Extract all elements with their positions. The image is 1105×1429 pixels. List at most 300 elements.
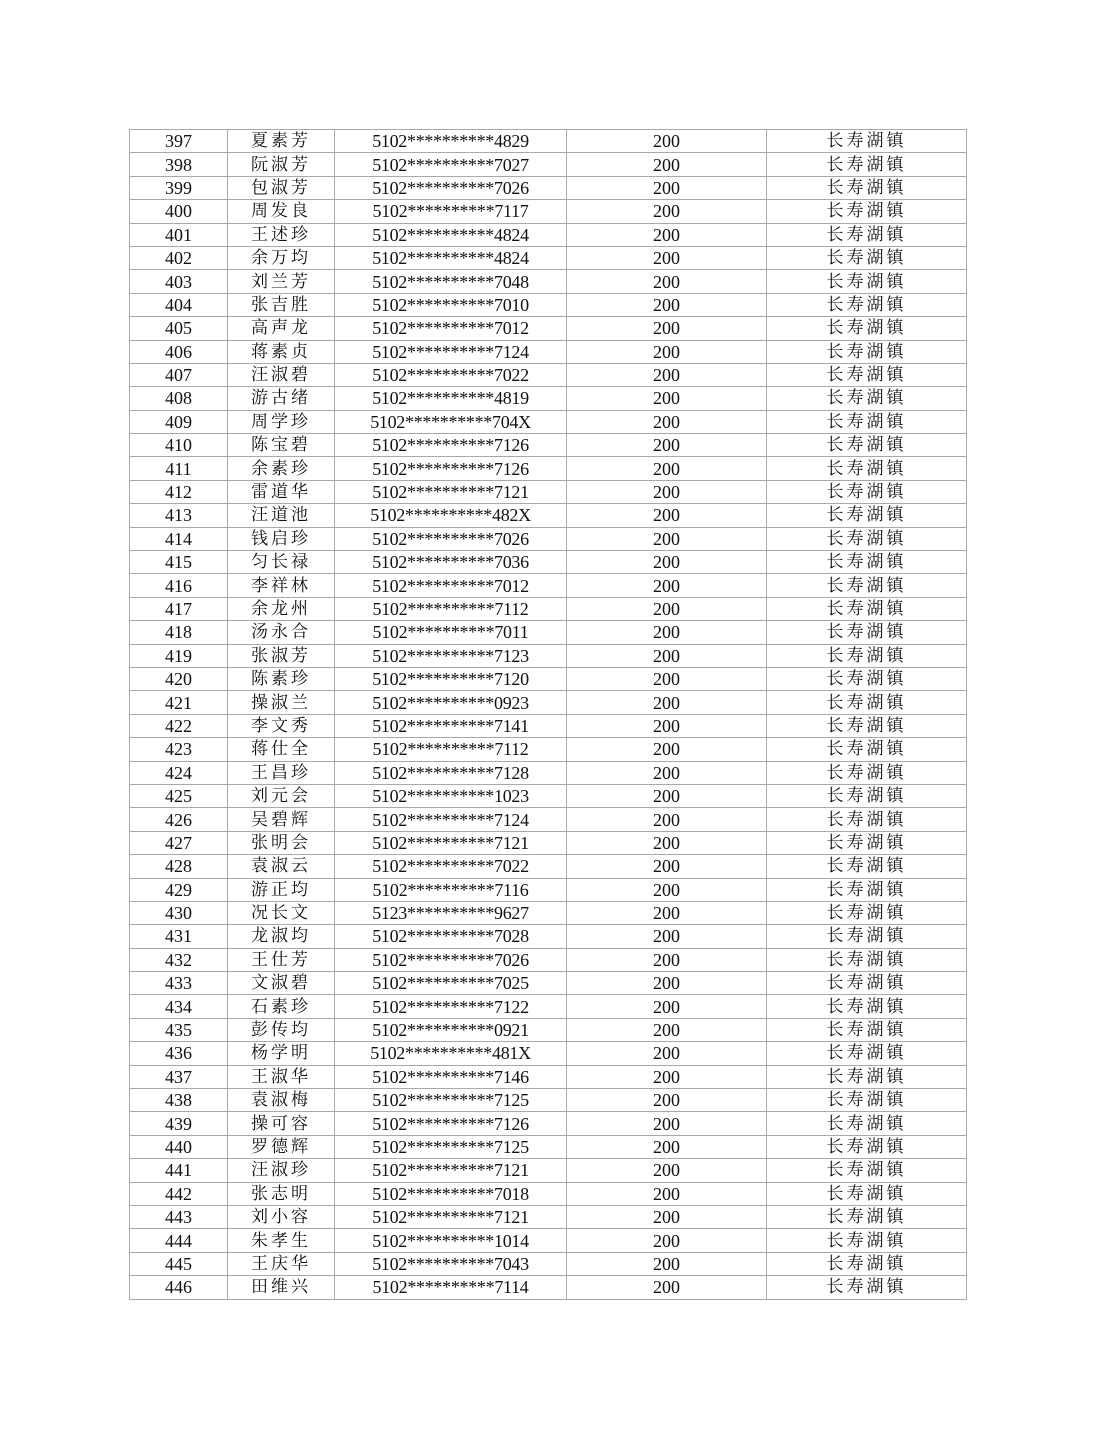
- row-number-cell: 397: [130, 130, 228, 153]
- roster-body: [130, 130, 967, 1300]
- town-cell: 长寿湖镇: [767, 293, 967, 316]
- row-number-cell: 435: [130, 1018, 228, 1041]
- name-cell: 周学珍: [228, 410, 335, 433]
- town-cell: 长寿湖镇: [767, 644, 967, 667]
- row-number-cell: 442: [130, 1182, 228, 1205]
- table-row: [130, 621, 967, 644]
- town-cell: 长寿湖镇: [767, 457, 967, 480]
- table-row: [130, 667, 967, 690]
- amount-cell: 200: [567, 200, 767, 223]
- id-number-cell: 5102**********7121: [335, 480, 567, 503]
- id-number-cell: 5102**********7126: [335, 434, 567, 457]
- name-cell: 蒋素贞: [228, 340, 335, 363]
- town-cell: 长寿湖镇: [767, 995, 967, 1018]
- amount-cell: 200: [567, 901, 767, 924]
- amount-cell: 200: [567, 1089, 767, 1112]
- amount-cell: 200: [567, 317, 767, 340]
- town-cell: 长寿湖镇: [767, 363, 967, 386]
- row-number-cell: 444: [130, 1229, 228, 1252]
- table-row: [130, 527, 967, 550]
- name-cell: 钱启珍: [228, 527, 335, 550]
- id-number-cell: 5102**********7048: [335, 270, 567, 293]
- row-number-cell: 412: [130, 480, 228, 503]
- name-cell: 王述珍: [228, 223, 335, 246]
- row-number-cell: 425: [130, 784, 228, 807]
- town-cell: 长寿湖镇: [767, 1159, 967, 1182]
- row-number-cell: 408: [130, 387, 228, 410]
- table-row: [130, 1042, 967, 1065]
- name-cell: 王昌珍: [228, 761, 335, 784]
- amount-cell: 200: [567, 831, 767, 854]
- name-cell: 袁淑梅: [228, 1089, 335, 1112]
- table-row: [130, 270, 967, 293]
- amount-cell: 200: [567, 808, 767, 831]
- town-cell: 长寿湖镇: [767, 130, 967, 153]
- table-row: [130, 808, 967, 831]
- id-number-cell: 5102**********4824: [335, 246, 567, 269]
- name-cell: 王庆华: [228, 1252, 335, 1275]
- amount-cell: 200: [567, 574, 767, 597]
- id-number-cell: 5102**********4819: [335, 387, 567, 410]
- id-number-cell: 5102**********0921: [335, 1018, 567, 1041]
- id-number-cell: 5102**********7121: [335, 1205, 567, 1228]
- row-number-cell: 439: [130, 1112, 228, 1135]
- table-row: [130, 1276, 967, 1299]
- town-cell: 长寿湖镇: [767, 317, 967, 340]
- name-cell: 王仕芳: [228, 948, 335, 971]
- row-number-cell: 414: [130, 527, 228, 550]
- town-cell: 长寿湖镇: [767, 1135, 967, 1158]
- amount-cell: 200: [567, 1042, 767, 1065]
- name-cell: 雷道华: [228, 480, 335, 503]
- id-number-cell: 5102**********7125: [335, 1135, 567, 1158]
- table-row: [130, 223, 967, 246]
- amount-cell: 200: [567, 644, 767, 667]
- id-number-cell: 5102**********7121: [335, 831, 567, 854]
- id-number-cell: 5102**********7026: [335, 176, 567, 199]
- row-number-cell: 400: [130, 200, 228, 223]
- amount-cell: 200: [567, 363, 767, 386]
- amount-cell: 200: [567, 1205, 767, 1228]
- id-number-cell: 5102**********7010: [335, 293, 567, 316]
- amount-cell: 200: [567, 995, 767, 1018]
- id-number-cell: 5102**********7128: [335, 761, 567, 784]
- table-row: [130, 597, 967, 620]
- amount-cell: 200: [567, 153, 767, 176]
- amount-cell: 200: [567, 621, 767, 644]
- town-cell: 长寿湖镇: [767, 176, 967, 199]
- town-cell: 长寿湖镇: [767, 878, 967, 901]
- name-cell: 袁淑云: [228, 855, 335, 878]
- name-cell: 汪淑珍: [228, 1159, 335, 1182]
- amount-cell: 200: [567, 1182, 767, 1205]
- town-cell: 长寿湖镇: [767, 387, 967, 410]
- amount-cell: 200: [567, 457, 767, 480]
- id-number-cell: 5102**********7123: [335, 644, 567, 667]
- table-row: [130, 480, 967, 503]
- town-cell: 长寿湖镇: [767, 761, 967, 784]
- amount-cell: 200: [567, 527, 767, 550]
- table-row: [130, 130, 967, 153]
- id-number-cell: 5102**********7011: [335, 621, 567, 644]
- amount-cell: 200: [567, 691, 767, 714]
- name-cell: 彭传均: [228, 1018, 335, 1041]
- town-cell: 长寿湖镇: [767, 527, 967, 550]
- table-row: [130, 1065, 967, 1088]
- row-number-cell: 432: [130, 948, 228, 971]
- roster-table: [129, 129, 967, 1300]
- id-number-cell: 5102**********482X: [335, 504, 567, 527]
- town-cell: 长寿湖镇: [767, 434, 967, 457]
- table-row: [130, 293, 967, 316]
- amount-cell: 200: [567, 925, 767, 948]
- name-cell: 刘兰芳: [228, 270, 335, 293]
- amount-cell: 200: [567, 1229, 767, 1252]
- name-cell: 张吉胜: [228, 293, 335, 316]
- table-row: [130, 1018, 967, 1041]
- table-row: [130, 831, 967, 854]
- town-cell: 长寿湖镇: [767, 200, 967, 223]
- table-row: [130, 1205, 967, 1228]
- table-row: [130, 1159, 967, 1182]
- town-cell: 长寿湖镇: [767, 925, 967, 948]
- id-number-cell: 5102**********7112: [335, 597, 567, 620]
- amount-cell: 200: [567, 551, 767, 574]
- id-number-cell: 5102**********1014: [335, 1229, 567, 1252]
- table-row: [130, 200, 967, 223]
- name-cell: 汤永合: [228, 621, 335, 644]
- amount-cell: 200: [567, 667, 767, 690]
- town-cell: 长寿湖镇: [767, 948, 967, 971]
- table-row: [130, 644, 967, 667]
- amount-cell: 200: [567, 504, 767, 527]
- town-cell: 长寿湖镇: [767, 972, 967, 995]
- row-number-cell: 416: [130, 574, 228, 597]
- row-number-cell: 434: [130, 995, 228, 1018]
- row-number-cell: 440: [130, 1135, 228, 1158]
- name-cell: 汪淑碧: [228, 363, 335, 386]
- table-row: [130, 1252, 967, 1275]
- id-number-cell: 5102**********7043: [335, 1252, 567, 1275]
- town-cell: 长寿湖镇: [767, 1089, 967, 1112]
- town-cell: 长寿湖镇: [767, 621, 967, 644]
- amount-cell: 200: [567, 1135, 767, 1158]
- town-cell: 长寿湖镇: [767, 855, 967, 878]
- row-number-cell: 437: [130, 1065, 228, 1088]
- row-number-cell: 409: [130, 410, 228, 433]
- town-cell: 长寿湖镇: [767, 1182, 967, 1205]
- row-number-cell: 405: [130, 317, 228, 340]
- town-cell: 长寿湖镇: [767, 901, 967, 924]
- town-cell: 长寿湖镇: [767, 1112, 967, 1135]
- name-cell: 陈素珍: [228, 667, 335, 690]
- row-number-cell: 406: [130, 340, 228, 363]
- table-row: [130, 1229, 967, 1252]
- row-number-cell: 446: [130, 1276, 228, 1299]
- amount-cell: 200: [567, 434, 767, 457]
- town-cell: 长寿湖镇: [767, 831, 967, 854]
- id-number-cell: 5102**********481X: [335, 1042, 567, 1065]
- table-row: [130, 363, 967, 386]
- town-cell: 长寿湖镇: [767, 1205, 967, 1228]
- table-row: [130, 1135, 967, 1158]
- town-cell: 长寿湖镇: [767, 714, 967, 737]
- id-number-cell: 5102**********7026: [335, 948, 567, 971]
- town-cell: 长寿湖镇: [767, 808, 967, 831]
- amount-cell: 200: [567, 410, 767, 433]
- name-cell: 李文秀: [228, 714, 335, 737]
- table-row: [130, 317, 967, 340]
- town-cell: 长寿湖镇: [767, 574, 967, 597]
- amount-cell: 200: [567, 1018, 767, 1041]
- name-cell: 周发良: [228, 200, 335, 223]
- row-number-cell: 427: [130, 831, 228, 854]
- amount-cell: 200: [567, 480, 767, 503]
- id-number-cell: 5102**********7018: [335, 1182, 567, 1205]
- town-cell: 长寿湖镇: [767, 153, 967, 176]
- row-number-cell: 419: [130, 644, 228, 667]
- id-number-cell: 5102**********4824: [335, 223, 567, 246]
- table-row: [130, 901, 967, 924]
- town-cell: 长寿湖镇: [767, 691, 967, 714]
- town-cell: 长寿湖镇: [767, 340, 967, 363]
- name-cell: 蒋仕全: [228, 738, 335, 761]
- table-row: [130, 1089, 967, 1112]
- name-cell: 余万均: [228, 246, 335, 269]
- table-row: [130, 176, 967, 199]
- table-row: [130, 434, 967, 457]
- table-row: [130, 457, 967, 480]
- town-cell: 长寿湖镇: [767, 270, 967, 293]
- name-cell: 况长文: [228, 901, 335, 924]
- amount-cell: 200: [567, 761, 767, 784]
- table-row: [130, 948, 967, 971]
- amount-cell: 200: [567, 714, 767, 737]
- id-number-cell: 5102**********7022: [335, 363, 567, 386]
- id-number-cell: 5102**********7125: [335, 1089, 567, 1112]
- town-cell: 长寿湖镇: [767, 246, 967, 269]
- id-number-cell: 5102**********7124: [335, 340, 567, 363]
- row-number-cell: 428: [130, 855, 228, 878]
- town-cell: 长寿湖镇: [767, 1229, 967, 1252]
- name-cell: 石素珍: [228, 995, 335, 1018]
- row-number-cell: 423: [130, 738, 228, 761]
- id-number-cell: 5102**********7027: [335, 153, 567, 176]
- id-number-cell: 5102**********7121: [335, 1159, 567, 1182]
- town-cell: 长寿湖镇: [767, 738, 967, 761]
- name-cell: 余素珍: [228, 457, 335, 480]
- name-cell: 文淑碧: [228, 972, 335, 995]
- row-number-cell: 411: [130, 457, 228, 480]
- amount-cell: 200: [567, 878, 767, 901]
- id-number-cell: 5102**********7025: [335, 972, 567, 995]
- amount-cell: 200: [567, 1065, 767, 1088]
- table-row: [130, 387, 967, 410]
- row-number-cell: 441: [130, 1159, 228, 1182]
- id-number-cell: 5102**********7126: [335, 457, 567, 480]
- id-number-cell: 5102**********7141: [335, 714, 567, 737]
- row-number-cell: 421: [130, 691, 228, 714]
- town-cell: 长寿湖镇: [767, 1018, 967, 1041]
- name-cell: 游古绪: [228, 387, 335, 410]
- town-cell: 长寿湖镇: [767, 1276, 967, 1299]
- id-number-cell: 5102**********7114: [335, 1276, 567, 1299]
- row-number-cell: 430: [130, 901, 228, 924]
- name-cell: 刘小容: [228, 1205, 335, 1228]
- id-number-cell: 5123**********9627: [335, 901, 567, 924]
- table-row: [130, 691, 967, 714]
- amount-cell: 200: [567, 738, 767, 761]
- table-row: [130, 340, 967, 363]
- amount-cell: 200: [567, 597, 767, 620]
- table-row: [130, 784, 967, 807]
- town-cell: 长寿湖镇: [767, 667, 967, 690]
- town-cell: 长寿湖镇: [767, 504, 967, 527]
- row-number-cell: 413: [130, 504, 228, 527]
- table-row: [130, 1182, 967, 1205]
- table-row: [130, 246, 967, 269]
- name-cell: 操可容: [228, 1112, 335, 1135]
- row-number-cell: 410: [130, 434, 228, 457]
- id-number-cell: 5102**********7117: [335, 200, 567, 223]
- name-cell: 游正均: [228, 878, 335, 901]
- name-cell: 陈宝碧: [228, 434, 335, 457]
- name-cell: 田维兴: [228, 1276, 335, 1299]
- amount-cell: 200: [567, 293, 767, 316]
- name-cell: 操淑兰: [228, 691, 335, 714]
- table-row: [130, 551, 967, 574]
- name-cell: 王淑华: [228, 1065, 335, 1088]
- id-number-cell: 5102**********7126: [335, 1112, 567, 1135]
- id-number-cell: 5102**********7146: [335, 1065, 567, 1088]
- table-row: [130, 878, 967, 901]
- id-number-cell: 5102**********7012: [335, 317, 567, 340]
- name-cell: 张淑芳: [228, 644, 335, 667]
- amount-cell: 200: [567, 130, 767, 153]
- row-number-cell: 404: [130, 293, 228, 316]
- id-number-cell: 5102**********0923: [335, 691, 567, 714]
- row-number-cell: 422: [130, 714, 228, 737]
- row-number-cell: 445: [130, 1252, 228, 1275]
- row-number-cell: 398: [130, 153, 228, 176]
- row-number-cell: 436: [130, 1042, 228, 1065]
- table-row: [130, 995, 967, 1018]
- amount-cell: 200: [567, 948, 767, 971]
- name-cell: 杨学明: [228, 1042, 335, 1065]
- row-number-cell: 407: [130, 363, 228, 386]
- town-cell: 长寿湖镇: [767, 597, 967, 620]
- table-row: [130, 925, 967, 948]
- row-number-cell: 433: [130, 972, 228, 995]
- name-cell: 吴碧辉: [228, 808, 335, 831]
- town-cell: 长寿湖镇: [767, 784, 967, 807]
- town-cell: 长寿湖镇: [767, 551, 967, 574]
- id-number-cell: 5102**********1023: [335, 784, 567, 807]
- name-cell: 包淑芳: [228, 176, 335, 199]
- amount-cell: 200: [567, 270, 767, 293]
- row-number-cell: 418: [130, 621, 228, 644]
- row-number-cell: 402: [130, 246, 228, 269]
- row-number-cell: 438: [130, 1089, 228, 1112]
- table-row: [130, 504, 967, 527]
- amount-cell: 200: [567, 1112, 767, 1135]
- id-number-cell: 5102**********7112: [335, 738, 567, 761]
- name-cell: 高声龙: [228, 317, 335, 340]
- row-number-cell: 431: [130, 925, 228, 948]
- row-number-cell: 426: [130, 808, 228, 831]
- name-cell: 朱孝生: [228, 1229, 335, 1252]
- row-number-cell: 415: [130, 551, 228, 574]
- table-row: [130, 574, 967, 597]
- name-cell: 张志明: [228, 1182, 335, 1205]
- table-row: [130, 410, 967, 433]
- table-row: [130, 714, 967, 737]
- amount-cell: 200: [567, 1276, 767, 1299]
- name-cell: 刘元会: [228, 784, 335, 807]
- amount-cell: 200: [567, 784, 767, 807]
- name-cell: 龙淑均: [228, 925, 335, 948]
- id-number-cell: 5102**********7036: [335, 551, 567, 574]
- row-number-cell: 417: [130, 597, 228, 620]
- name-cell: 汪道池: [228, 504, 335, 527]
- row-number-cell: 401: [130, 223, 228, 246]
- id-number-cell: 5102**********7120: [335, 667, 567, 690]
- name-cell: 张明会: [228, 831, 335, 854]
- town-cell: 长寿湖镇: [767, 1065, 967, 1088]
- amount-cell: 200: [567, 855, 767, 878]
- table-row: [130, 738, 967, 761]
- row-number-cell: 429: [130, 878, 228, 901]
- amount-cell: 200: [567, 1252, 767, 1275]
- id-number-cell: 5102**********7012: [335, 574, 567, 597]
- amount-cell: 200: [567, 1159, 767, 1182]
- amount-cell: 200: [567, 972, 767, 995]
- id-number-cell: 5102**********704X: [335, 410, 567, 433]
- id-number-cell: 5102**********7022: [335, 855, 567, 878]
- name-cell: 罗德辉: [228, 1135, 335, 1158]
- amount-cell: 200: [567, 176, 767, 199]
- name-cell: 匀长禄: [228, 551, 335, 574]
- town-cell: 长寿湖镇: [767, 1042, 967, 1065]
- row-number-cell: 403: [130, 270, 228, 293]
- table-row: [130, 761, 967, 784]
- id-number-cell: 5102**********7124: [335, 808, 567, 831]
- name-cell: 余龙州: [228, 597, 335, 620]
- table-row: [130, 855, 967, 878]
- row-number-cell: 420: [130, 667, 228, 690]
- table-row: [130, 1112, 967, 1135]
- id-number-cell: 5102**********7122: [335, 995, 567, 1018]
- id-number-cell: 5102**********7116: [335, 878, 567, 901]
- row-number-cell: 424: [130, 761, 228, 784]
- town-cell: 长寿湖镇: [767, 410, 967, 433]
- town-cell: 长寿湖镇: [767, 1252, 967, 1275]
- name-cell: 夏素芳: [228, 130, 335, 153]
- amount-cell: 200: [567, 387, 767, 410]
- amount-cell: 200: [567, 223, 767, 246]
- id-number-cell: 5102**********4829: [335, 130, 567, 153]
- amount-cell: 200: [567, 246, 767, 269]
- id-number-cell: 5102**********7028: [335, 925, 567, 948]
- row-number-cell: 443: [130, 1205, 228, 1228]
- town-cell: 长寿湖镇: [767, 480, 967, 503]
- name-cell: 阮淑芳: [228, 153, 335, 176]
- row-number-cell: 399: [130, 176, 228, 199]
- town-cell: 长寿湖镇: [767, 223, 967, 246]
- table-row: [130, 972, 967, 995]
- name-cell: 李祥林: [228, 574, 335, 597]
- amount-cell: 200: [567, 340, 767, 363]
